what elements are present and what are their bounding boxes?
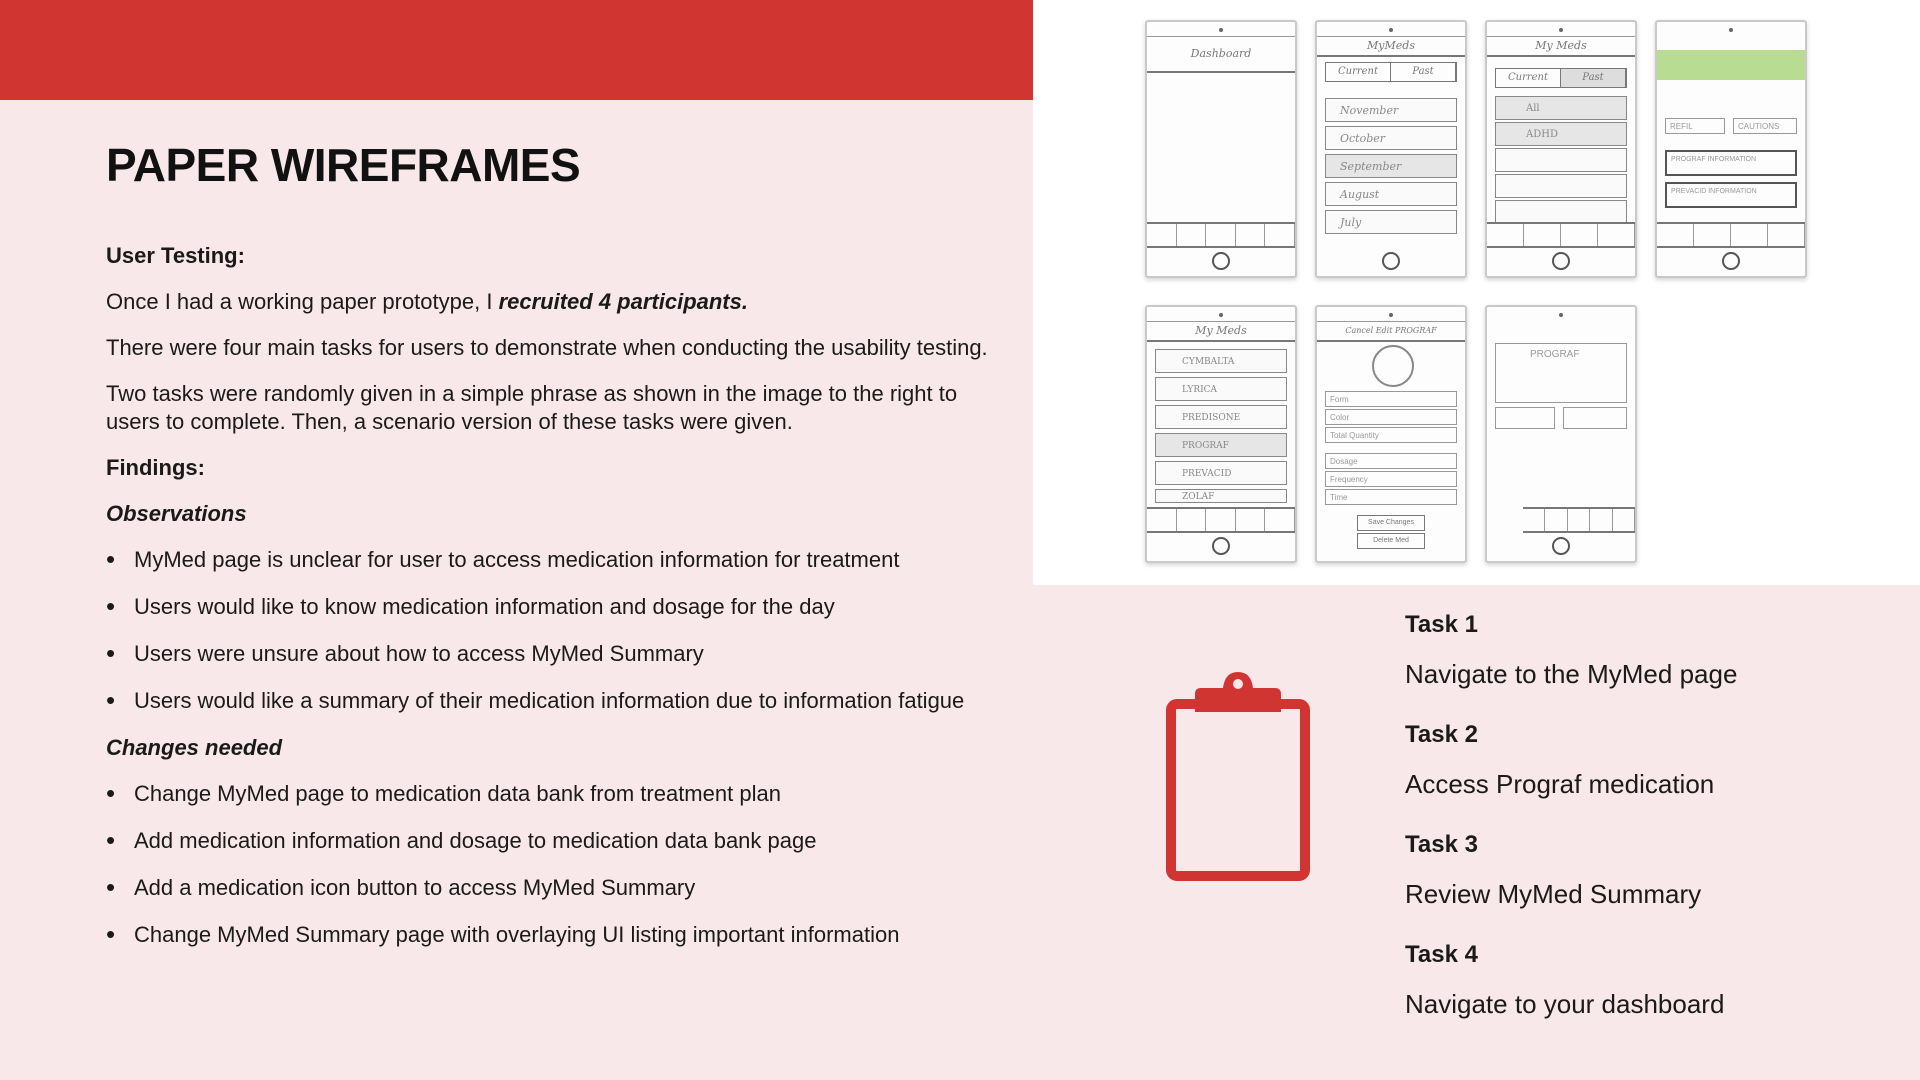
findings-heading: Findings: [106, 455, 205, 480]
wireframe-tabbar [1147, 507, 1295, 533]
changes-list [106, 780, 1016, 949]
phone-speaker [1389, 28, 1393, 32]
page-title: PAPER WIREFRAMES [106, 139, 581, 191]
task-item [1405, 720, 1885, 800]
task-label: Task 3 [1405, 831, 1478, 858]
method-paragraph: Two tasks were randomly given in a simple phrase as shown in the image to the right to users to complete. Then, a scenario version of these tasks were given. [106, 381, 958, 434]
home-button-icon [1722, 252, 1740, 270]
task-text: Navigate to your dashboard [1405, 989, 1725, 1019]
list-item: • Users were unsure about how to access MyMed Summary [106, 640, 1016, 668]
intro-paragraph [106, 288, 1016, 316]
edit-field: Total Quantity [1325, 427, 1457, 443]
clipboard-icon [1165, 672, 1311, 882]
wireframe-segment [1495, 68, 1627, 88]
wireframe-tabbar [1657, 222, 1805, 248]
med-row: PREDISONE [1155, 405, 1287, 429]
save-changes-button: Save Changes [1357, 515, 1425, 531]
phone-speaker [1559, 28, 1563, 32]
list-item: • MyMed page is unclear for user to access medication information for treatment [106, 546, 1016, 574]
summary-item: PREVACID INFORMATION [1665, 182, 1797, 208]
month-row: July [1325, 210, 1457, 234]
list-item: • Add medication information and dosage to medication data bank page [106, 827, 1016, 855]
month-row: September [1325, 154, 1457, 178]
list-item: • Users would like to know medication information and dosage for the day [106, 593, 1016, 621]
prograf-card: PROGRAF [1495, 343, 1627, 403]
segment-past: Past [1561, 69, 1626, 87]
month-row: November [1325, 98, 1457, 122]
med-row: LYRICA [1155, 377, 1287, 401]
user-testing-heading: User Testing: [106, 243, 245, 268]
edit-field: Form [1325, 391, 1457, 407]
wireframe-mymeds-past [1315, 20, 1467, 278]
med-row: PREVACID [1155, 461, 1287, 485]
segment-past: Past [1391, 63, 1456, 81]
intro-emphasis: recruited 4 participants. [498, 289, 748, 314]
delete-med-button: Delete Med [1357, 533, 1425, 549]
filter-row: All [1495, 96, 1627, 120]
wireframe-header: MyMeds [1317, 36, 1465, 57]
phone-speaker [1219, 313, 1223, 317]
filter-row [1495, 200, 1627, 224]
prograf-detail [1563, 407, 1627, 429]
list-item: • Users would like a summary of their medication information due to information fatigue [106, 687, 1016, 715]
list-item: • Change MyMed Summary page with overlaying UI listing important information [106, 921, 1016, 949]
segment-current: Current [1496, 69, 1561, 87]
edit-field: Frequency [1325, 471, 1457, 487]
summary-button: CAUTIONS [1733, 118, 1797, 134]
observations-list [106, 546, 1016, 715]
wireframe-prograf [1485, 305, 1637, 563]
filter-row [1495, 148, 1627, 172]
med-row: CYMBALTA [1155, 349, 1287, 373]
list-item: • Change MyMed page to medication data bank from treatment plan [106, 780, 1016, 808]
home-button-icon [1212, 537, 1230, 555]
task-label: Task 1 [1405, 611, 1478, 638]
phone-speaker [1559, 313, 1563, 317]
intro-text: Once I had a working paper prototype, I [106, 289, 499, 314]
home-button-icon [1552, 252, 1570, 270]
task-item [1405, 940, 1885, 1020]
month-row: August [1325, 182, 1457, 206]
home-button-icon [1212, 252, 1230, 270]
wireframe-summary [1655, 20, 1807, 278]
task-text: Navigate to the MyMed page [1405, 659, 1738, 689]
list-item: • Add a medication icon button to access MyMed Summary [106, 874, 1016, 902]
wireframe-tabbar [1147, 222, 1295, 248]
prograf-detail [1495, 407, 1555, 429]
task-item [1405, 610, 1885, 690]
wireframe-header: Dashboard [1147, 36, 1295, 73]
pill-image-icon [1372, 345, 1414, 387]
summary-item: PROGRAF INFORMATION [1665, 150, 1797, 176]
task-text: Access Prograf medication [1405, 769, 1715, 799]
observations-heading: Observations [106, 501, 247, 526]
wireframe-edit-med [1315, 305, 1467, 563]
wireframe-header: Cancel Edit PROGRAF [1317, 321, 1465, 342]
med-row: PROGRAF [1155, 433, 1287, 457]
content-body [106, 242, 1016, 968]
phone-speaker [1389, 313, 1393, 317]
header-band [0, 0, 1033, 100]
wireframe-mymeds-current [1485, 20, 1637, 278]
task-list [1405, 610, 1885, 1050]
med-row: ZOLAF [1155, 489, 1287, 503]
edit-field: Dosage [1325, 453, 1457, 469]
wireframe-med-list [1145, 305, 1297, 563]
wireframe-dashboard [1145, 20, 1297, 278]
wireframe-header: My Meds [1487, 36, 1635, 57]
task-item [1405, 830, 1885, 910]
wireframe-tabbar [1487, 222, 1635, 248]
edit-field: Time [1325, 489, 1457, 505]
month-row: October [1325, 126, 1457, 150]
edit-field: Color [1325, 409, 1457, 425]
home-button-icon [1382, 252, 1400, 270]
task-label: Task 4 [1405, 941, 1478, 968]
home-button-icon [1552, 537, 1570, 555]
summary-highlight [1657, 50, 1805, 80]
filter-row [1495, 174, 1627, 198]
wireframe-segment [1325, 62, 1457, 82]
wireframe-tabbar [1523, 507, 1635, 533]
phone-speaker [1219, 28, 1223, 32]
summary-button: REFIL [1665, 118, 1725, 134]
segment-current: Current [1326, 63, 1391, 81]
phone-speaker [1729, 28, 1733, 32]
changes-heading: Changes needed [106, 735, 283, 760]
tasks-paragraph: There were four main tasks for users to demonstrate when conducting the usability testing. [106, 335, 988, 360]
task-text: Review MyMed Summary [1405, 879, 1702, 909]
task-label: Task 2 [1405, 721, 1478, 748]
filter-row: ADHD [1495, 122, 1627, 146]
wireframe-header: My Meds [1147, 321, 1295, 342]
